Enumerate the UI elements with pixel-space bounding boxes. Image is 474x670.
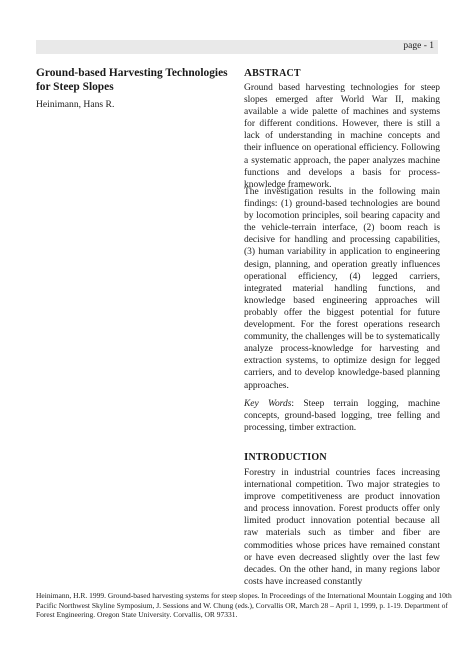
keywords-label: Key Words (244, 399, 292, 409)
keywords-paragraph (244, 398, 440, 434)
abstract-heading-initial: A (244, 67, 253, 79)
abstract-paragraph-1: Ground based harvesting technologies for steep slopes emerged after World War II, making available a wide palette of machines and systems for different conditions. However, there is still a lack of understanding in machine concepts and their influence on operational efficiency. Following a systematic approach, the paper analyzes machine functions and develops a basis for process-knowledge framework. (244, 83, 440, 190)
paper-title: Ground-based Harvesting Technologies for Steep Slopes (36, 67, 228, 94)
page-header-bar (36, 40, 438, 54)
abstract-heading-rest: BSTRACT (252, 68, 301, 79)
abstract-paragraph-2: The investigation results in the following main findings: (1) ground-based technologies are bound by locomotion principles, soil bearing capacity and the vehicle-terrain interface, (2) boom reach is decisive for handling and processing capabilities, (3) human variability in application to engineering design, planning, and operation greatly influences operational efficiency, (4) legged carriers, integrated material handling functions, and knowledge based engineering approaches will probably offer the biggest potential for future development. For the forest operations research community, the challenges will be to systematically analyze process-knowledge for harvesting and extraction systems, to optimize design for legged carriers, and to develop knowledge-based planning approaches. (244, 187, 440, 391)
introduction-heading (244, 451, 327, 463)
paper-author: Heinimann, Hans R. (36, 99, 115, 110)
citation-footnote: Heinimann, H.R. 1999. Ground-based harvesting systems for steep slopes. In Proceedings of the International Mountain Logging and 10th Pacific Northwest Skyline Symposium, J. Sessions and W. Chung (eds.), Corvallis OR, March 28 – April 1, 1999, p. 1-19. Department of Forest Engineering. Oregon State University. Corvallis, OR 97331. (36, 591, 452, 620)
introduction-heading-initial: I (244, 451, 249, 463)
keywords-text: : Steep terrain logging, machine concepts, ground-based logging, tree felling and processing, timber extraction. (244, 399, 440, 434)
introduction-heading-rest: NTRODUCTION (248, 452, 327, 463)
introduction-paragraph: Forestry in industrial countries faces increasing international competition. Two major strategies to improve competitiveness are product innovation and process innovation. Forest products offer only limited product innovation potential because all raw materials such as timber and fiber are commodities whose prices have remained constant or have even decreased slightly over the last few decades. On the other hand, in many regions labor costs have increased constantly (244, 468, 440, 587)
abstract-heading (244, 67, 301, 79)
page-number: page - 1 (403, 41, 434, 51)
